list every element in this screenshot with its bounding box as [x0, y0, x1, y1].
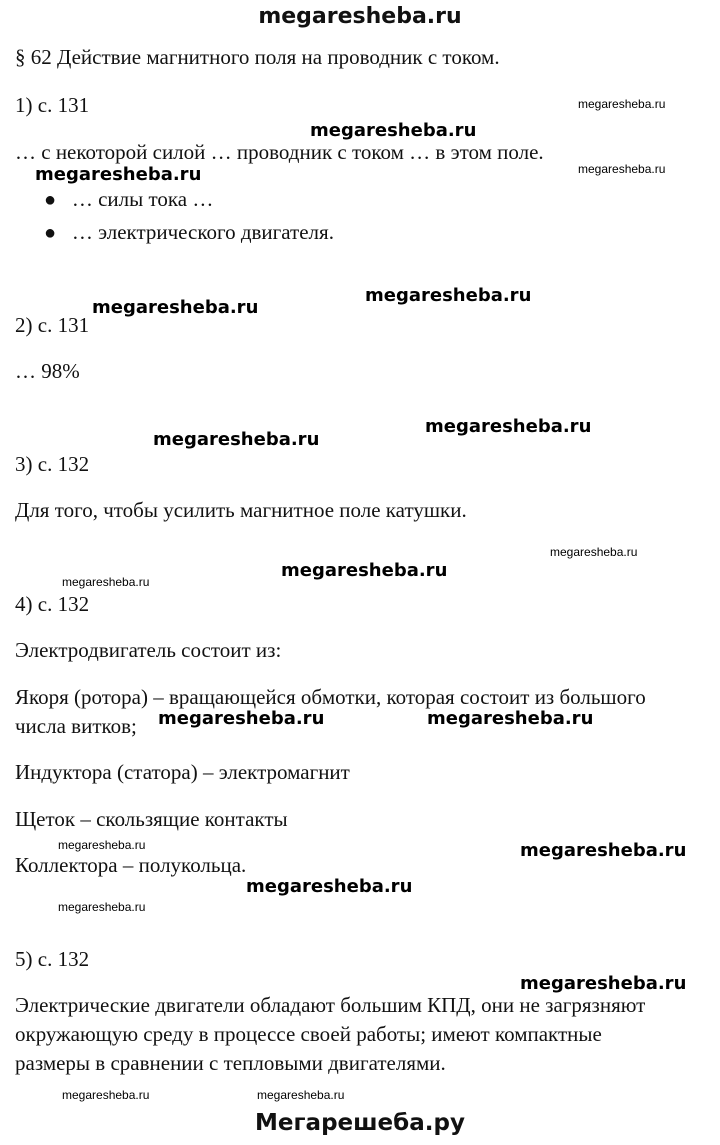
watermark: megaresheba.ru	[153, 429, 320, 450]
q5-line-2: окружающую среду в процессе своей работы; имеют компактные	[15, 1022, 602, 1046]
section-title: § 62 Действие магнитного поля на проводник с током.	[15, 45, 500, 69]
watermark-small: megaresheba.ru	[578, 162, 666, 176]
q5-line-1: Электрические двигатели обладают большим КПД, они не загрязняют	[15, 993, 646, 1017]
q3-ref: 3) с. 132	[15, 452, 90, 476]
watermark-small: megaresheba.ru	[62, 575, 150, 589]
watermark: megaresheba.ru	[520, 840, 687, 861]
q1-bullet-2	[44, 219, 334, 246]
q5-line-3: размеры в сравнении с тепловыми двигателями.	[15, 1051, 446, 1075]
bullet-icon: ●	[44, 222, 57, 244]
watermark: megaresheba.ru	[92, 297, 259, 318]
bullet-icon: ●	[44, 189, 57, 211]
q2-answer: … 98%	[15, 359, 80, 383]
q4-ref: 4) с. 132	[15, 592, 90, 616]
watermark: megaresheba.ru	[427, 708, 594, 729]
q2-ref: 2) с. 131	[15, 313, 90, 337]
q4-item-1-line2: числа витков;	[15, 714, 137, 738]
q1-bullet-2-text: … электрического двигателя.	[71, 220, 334, 244]
q4-item-4: Коллектора – полукольца.	[15, 853, 247, 877]
watermark: megaresheba.ru	[35, 164, 202, 185]
watermark-small: megaresheba.ru	[62, 1088, 150, 1102]
watermark: megaresheba.ru	[365, 285, 532, 306]
q1-ref: 1) с. 131	[15, 93, 90, 117]
q5-ref: 5) с. 132	[15, 947, 90, 971]
site-brand-footer: Мегарешеба.ру	[255, 1110, 465, 1136]
q4-item-3: Щеток – скользящие контакты	[15, 807, 288, 831]
watermark: megaresheba.ru	[281, 560, 448, 581]
watermark: megaresheba.ru	[425, 416, 592, 437]
q1-bullet-1	[44, 186, 213, 213]
watermark: megaresheba.ru	[246, 876, 413, 897]
watermark-small: megaresheba.ru	[257, 1088, 345, 1102]
q4-intro: Электродвигатель состоит из:	[15, 638, 282, 662]
watermark: megaresheba.ru	[310, 120, 477, 141]
q3-answer: Для того, чтобы усилить магнитное поле катушки.	[15, 498, 467, 522]
q4-item-2: Индуктора (статора) – электромагнит	[15, 760, 350, 784]
watermark-small: megaresheba.ru	[550, 545, 638, 559]
q4-item-1-line1: Якоря (ротора) – вращающейся обмотки, которая состоит из большого	[15, 685, 646, 709]
watermark: megaresheba.ru	[158, 708, 325, 729]
watermark: megaresheba.ru	[520, 973, 687, 994]
site-brand-header: megaresheba.ru	[258, 4, 462, 29]
watermark-small: megaresheba.ru	[58, 900, 146, 914]
q1-answer: … с некоторой силой … проводник с током … в этом поле.	[15, 140, 544, 164]
q1-bullet-1-text: … силы тока …	[71, 187, 214, 211]
watermark-small: megaresheba.ru	[578, 97, 666, 111]
watermark-small: megaresheba.ru	[58, 838, 146, 852]
